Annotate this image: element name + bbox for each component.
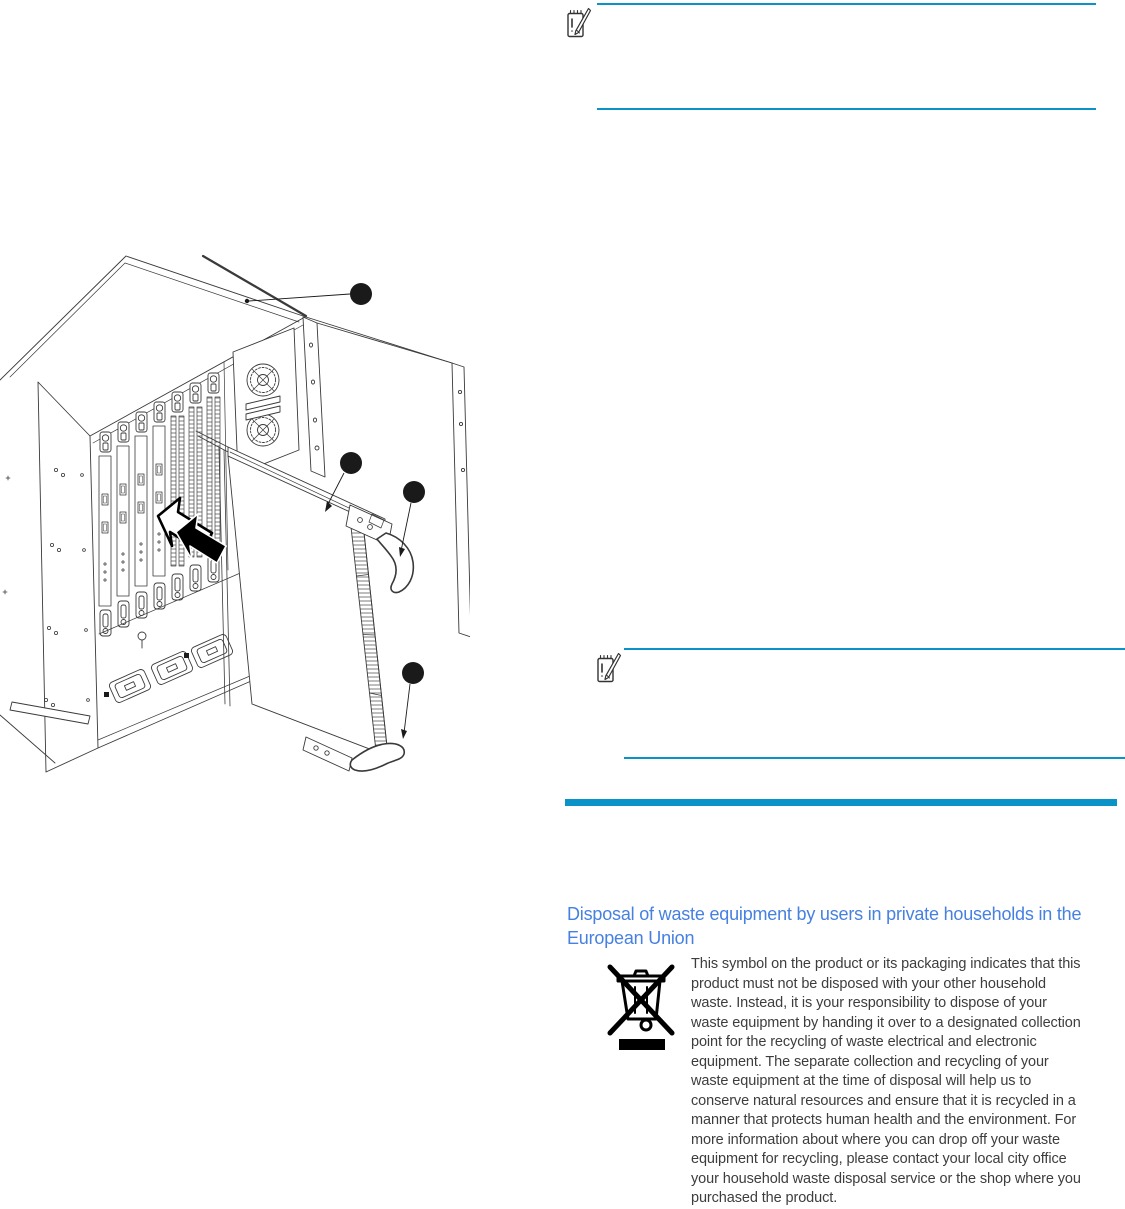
weee-crossed-out-wheeled-bin-icon [602,953,680,1053]
note-top-rule-bottom [597,108,1096,110]
note-middle-rule-top [624,648,1125,650]
disposal-section-body: This symbol on the product or its packaging indicates that this product must not be disposed with your other household waste. Instead, it is your responsibility to dispose of your waste equipment by handing it over to a designated collection point for the recycling of waste electrical and electronic equipment. The separate collection and recycling of your waste equipment at the time of disposal will help us to conserve natural resources and ensure that it is recycled in a manner that protects human health and the environment. For more information about where you can drop off your waste equipment for recycling, please contact your local city office your household waste disposal service or the shop where you purchased the product. [691,956,1081,1206]
weee-underline-bar [619,1039,665,1050]
top-extraction-lever [377,533,413,593]
note-top-text [630,14,1090,102]
note-middle-text [658,660,1098,748]
note-pencil-icon [566,7,592,41]
bottom-extraction-lever [350,743,404,771]
note-middle-rule-bottom [624,757,1125,759]
removed-module-card [196,431,413,771]
chassis-module-removal-figure [0,240,470,800]
note-top-rule-top [597,3,1096,5]
section-divider-bar [565,799,1117,806]
disposal-section-heading: Disposal of waste equipment by users in private households in the European Union [567,904,1082,948]
callout-1 [245,283,372,305]
note-pencil-icon [596,652,622,686]
callout-4 [401,662,424,739]
